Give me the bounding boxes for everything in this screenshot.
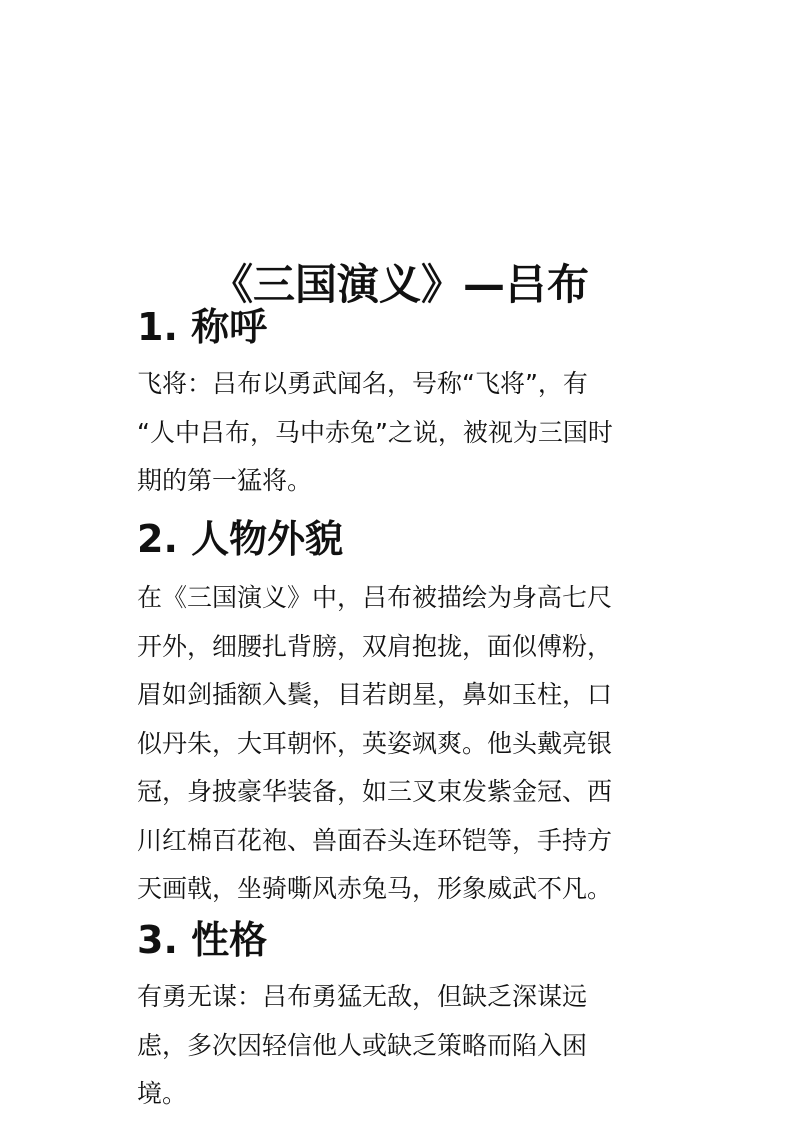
section-appellation — [137, 300, 667, 506]
text-line: 开外，细腰扎背膀，双肩抱拢，面似傅粉， — [137, 631, 613, 661]
text-line: 虑，多次因轻信他人或缺乏策略而陷入困 — [137, 1030, 588, 1060]
section-heading: 3. 性格 — [137, 918, 268, 962]
text-line: 期的第一猛将。 — [137, 466, 313, 495]
text-line: 川红棉百花袍、兽面吞头连环铠等，手持方 — [137, 825, 613, 855]
text-line: 境。 — [137, 1079, 188, 1108]
text-line: 天画戟，坐骑嘶风赤兔马，形象威武不凡。 — [137, 874, 613, 903]
section-appearance — [137, 512, 667, 914]
text-line: 冠，身披豪华装备，如三叉束发紫金冠、西 — [137, 777, 613, 806]
text-line: “人中吕布，马中赤兔”之说，被视为三国时 — [137, 417, 613, 447]
text-line: 似丹朱，大耳朝怀，英姿飒爽。他头戴亮银 — [137, 728, 613, 758]
text-line: 在《三国演义》中，吕布被描绘为身高七尺 — [137, 583, 613, 612]
text-line: 眉如剑插额入鬓，目若朗星，鼻如玉柱，口 — [137, 680, 613, 709]
document-title: 《三国演义》—吕布 — [210, 260, 589, 310]
section-paragraph — [137, 360, 667, 506]
text-line: 飞将：吕布以勇武闻名，号称“飞将”，有 — [137, 369, 588, 398]
text-line: 有勇无谋：吕布勇猛无敌，但缺乏深谋远 — [137, 982, 588, 1011]
section-personality — [137, 913, 667, 1119]
section-heading: 1. 称呼 — [137, 305, 268, 349]
section-heading: 2. 人物外貌 — [137, 517, 344, 561]
section-paragraph — [137, 973, 667, 1119]
section-paragraph — [137, 574, 667, 914]
